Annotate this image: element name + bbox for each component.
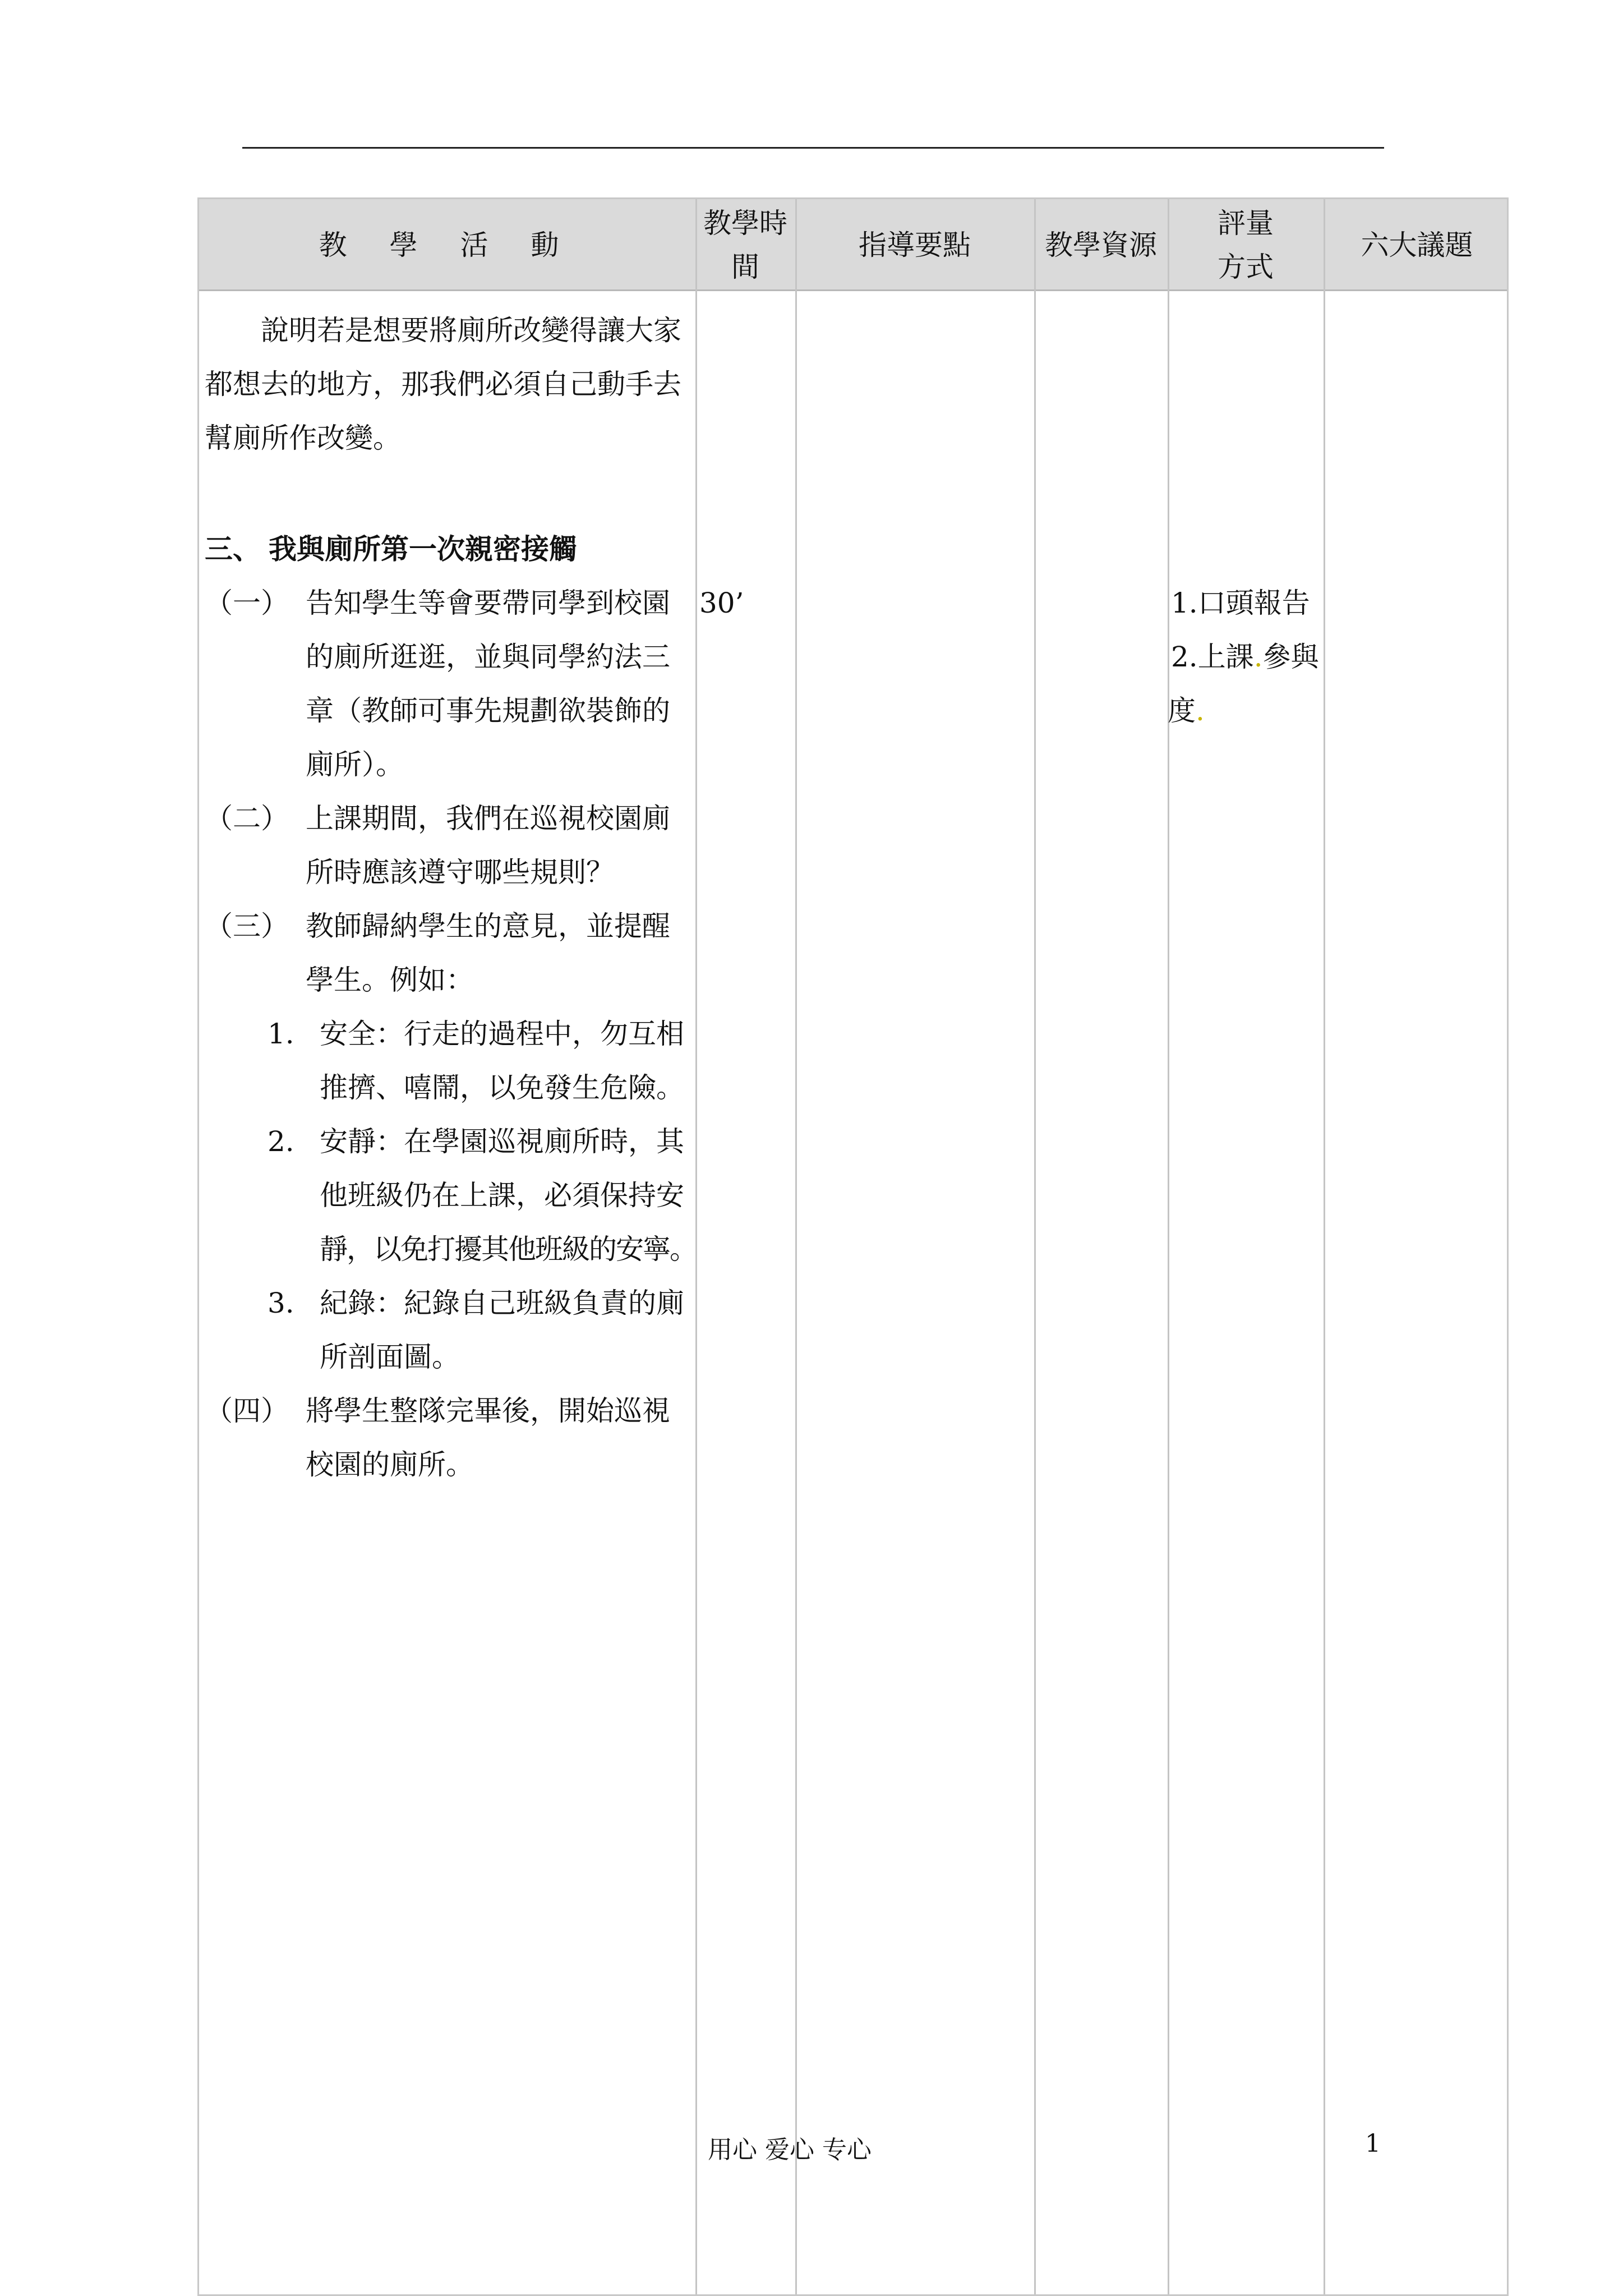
evaluation-item: 1.口頭報告 <box>1171 587 1310 619</box>
item-line: 告知學生等會要帶同學到校園 <box>306 587 670 619</box>
item-line: 教師歸納學生的意見，並提醒 <box>306 910 670 942</box>
subitem-label: 2. <box>268 1125 294 1158</box>
header-evaluation: 評量 方式 <box>1218 207 1274 283</box>
header-activity: 教 學 活 動 <box>319 229 576 261</box>
item-line: 所時應該遵守哪些規則？ <box>306 856 614 889</box>
section-number: 三、 <box>205 532 261 565</box>
item-label: （四） <box>205 1395 289 1427</box>
evaluation-item: 度. <box>1168 694 1205 727</box>
item-line: 將學生整隊完畢後，開始巡視 <box>306 1395 670 1427</box>
column-divider <box>1034 199 1036 2294</box>
subitem-label: 3. <box>268 1287 294 1319</box>
subitem-label: 1. <box>268 1018 294 1050</box>
header-issues: 六大議題 <box>1361 229 1473 261</box>
lesson-table <box>197 197 1509 2296</box>
column-divider <box>795 199 797 2294</box>
item-line: 章（教師可事先規劃欲裝飾的 <box>306 694 670 727</box>
page-number: 1 <box>1365 2129 1381 2158</box>
subitem-line: 安靜：在學園巡視廁所時，其 <box>320 1125 684 1158</box>
item-line: 校園的廁所。 <box>306 1448 474 1481</box>
item-line: 學生。例如： <box>306 964 474 996</box>
column-divider <box>1168 199 1169 2294</box>
header-resources: 教學資源 <box>1045 229 1157 261</box>
item-label: （一） <box>205 587 289 619</box>
column-divider <box>1324 199 1325 2294</box>
item-line: 廁所）。 <box>306 748 404 781</box>
section-title: 我與廁所第一次親密接觸 <box>269 532 577 565</box>
item-line: 的廁所逛逛，並與同學約法三 <box>306 641 670 673</box>
subitem-line: 靜，以免打擾其他班級的安寧。 <box>320 1233 697 1266</box>
subitem-line: 安全：行走的過程中，勿互相 <box>320 1018 684 1050</box>
header-rule <box>242 147 1384 149</box>
subitem-line: 他班級仍在上課，必須保持安 <box>320 1179 684 1212</box>
header-time: 教學時 間 <box>703 207 787 283</box>
item-label: （三） <box>205 910 289 942</box>
item-line: 上課期間，我們在巡視校園廁 <box>306 802 670 835</box>
time-allocation: 30’ <box>699 587 744 619</box>
header-guidance: 指導要點 <box>859 229 971 261</box>
subitem-line: 所剖面圖。 <box>320 1341 460 1373</box>
subitem-line: 推擠、嘻鬧，以免發生危險。 <box>320 1071 684 1104</box>
subitem-line: 紀錄：紀錄自己班級負責的廁 <box>320 1287 684 1319</box>
evaluation-item: 2.上課.參與 <box>1171 641 1319 673</box>
footer-slogan: 用心 爱心 专心 <box>708 2136 872 2164</box>
intro-paragraph: 說明若是想要將廁所改變得讓大家都想去的地方，那我們必須自己動手去幫廁所作改變。 <box>205 314 681 454</box>
item-label: （二） <box>205 802 289 835</box>
